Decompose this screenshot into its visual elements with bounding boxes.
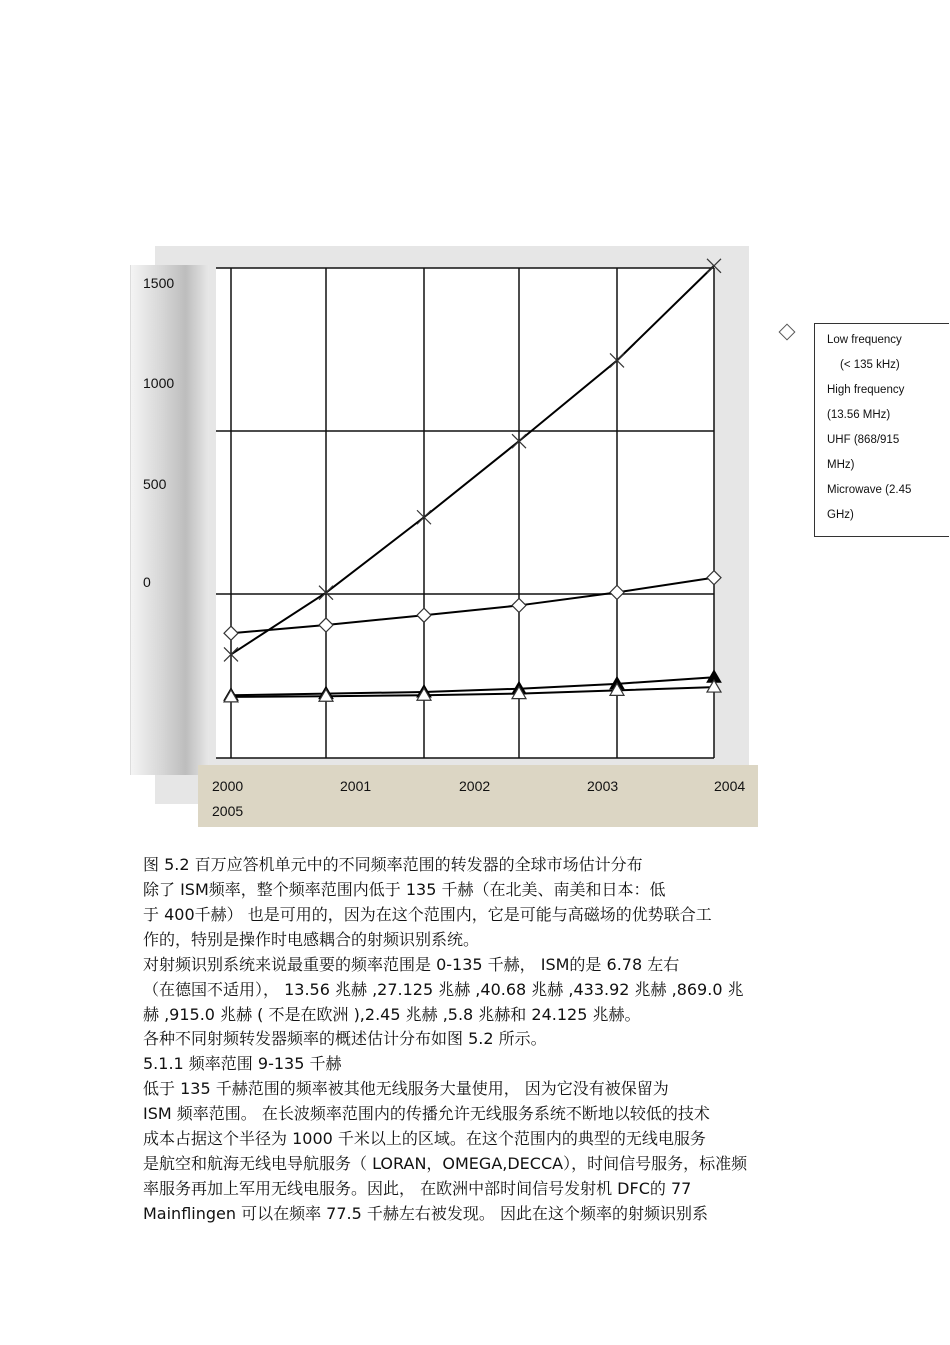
body-line: Mainflingen 可以在频率 77.5 千赫左右被发现。 因此在这个频率的射频识别系	[143, 1204, 708, 1223]
body-line: 除了 ISM频率，整个频率范围内低于 135 千赫（在北美、南美和日本：低	[143, 880, 666, 899]
x-tick-label: 2004	[714, 778, 746, 794]
x-tick-label: 2001	[340, 778, 372, 794]
body-line: 各种不同射频转发器频率的概述估计分布如图 5.2 所示。	[143, 1029, 547, 1048]
x-tick-label: 2005	[212, 803, 244, 819]
legend-entry: GHz)	[827, 509, 854, 521]
plot-background	[216, 268, 714, 758]
body-line: 低于 135 千赫范围的频率被其他无线服务大量使用， 因为它没有被保留为	[143, 1079, 669, 1098]
body-line: 作的，特别是操作时电感耦合的射频识别系统。	[143, 930, 480, 949]
body-line: （在德国不适用）， 13.56 兆赫 ,27.125 兆赫 ,40.68 兆赫 ,433.92 兆赫 ,869.0 兆	[143, 980, 744, 999]
y-tick-label: 1000	[143, 375, 175, 391]
body-line: ISM 频率范围。 在长波频率范围内的传播允许无线服务系统不断地以较低的技术	[143, 1104, 710, 1123]
legend-entry: High frequency	[827, 384, 905, 396]
body-line: 赫 ,915.0 兆赫 ( 不是在欧洲 ),2.45 兆赫 ,5.8 兆赫和 24.125 兆赫。	[143, 1005, 641, 1024]
body-line: 对射频识别系统来说最重要的频率范围是 0-135 千赫， ISM的是 6.78 左右	[143, 955, 680, 974]
x-tick-label: 2000	[212, 778, 244, 794]
x-axis-panel	[198, 765, 758, 827]
y-tick-label: 1500	[143, 275, 175, 291]
body-line: 成本占据这个半径为 1000 千米以上的区域。在这个范围内的典型的无线电服务	[143, 1129, 706, 1148]
legend-entry: MHz)	[827, 459, 855, 471]
legend	[814, 323, 949, 537]
legend-entry: UHF (868/915	[827, 434, 900, 446]
body-line: 率服务再加上军用无线电服务。因此， 在欧洲中部时间信号发射机 DFC的 77	[143, 1179, 692, 1198]
legend-entry: (13.56 MHz)	[827, 409, 891, 421]
y-tick-label: 0	[143, 574, 151, 590]
legend-entry: Microwave (2.45	[827, 484, 912, 496]
y-tick-label: 500	[143, 476, 167, 492]
section-heading: 5.1.1 频率范围 9-135 千赫	[143, 1054, 342, 1073]
legend-entry: Low frequency	[827, 334, 902, 346]
legend-entry: (< 135 kHz)	[840, 359, 900, 371]
x-tick-label: 2002	[459, 778, 491, 794]
x-tick-label: 2003	[587, 778, 619, 794]
body-line: 于 400千赫） 也是可用的，因为在这个范围内，它是可能与高磁场的优势联合工	[143, 905, 712, 924]
body-line: 是航空和航海无线电导航服务（ LORAN，OMEGA,DECCA），时间信号服务，标准频	[143, 1154, 748, 1173]
figure-caption: 图 5.2 百万应答机单元中的不同频率范围的转发器的全球市场估计分布	[143, 855, 643, 874]
